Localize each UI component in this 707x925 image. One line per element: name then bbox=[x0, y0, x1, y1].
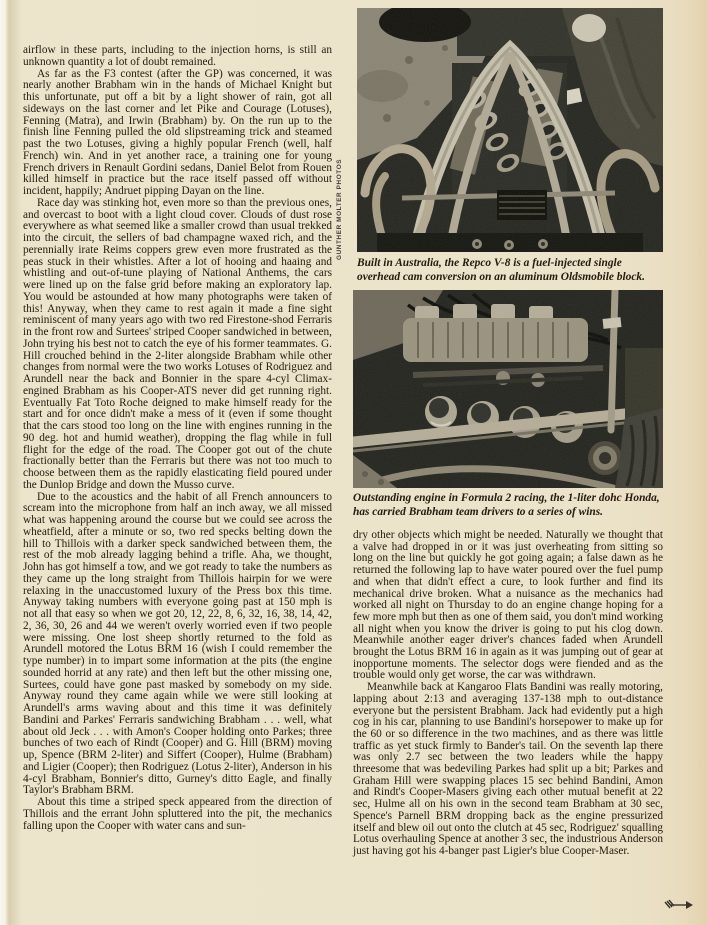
photo2-caption: Outstanding engine in Formula 2 racing, the 1-liter dohc Honda, has carried Brabham team drivers to a series of wins. bbox=[353, 492, 660, 518]
photo-repco-v8-engine bbox=[357, 8, 663, 252]
continued-arrow-icon bbox=[663, 899, 695, 911]
paragraph: Meanwhile back at Kangaroo Flats Bandini was really motoring, lapping about 2:13 and averaging 137-138 mph to out-distance everyone but the persistent Brabham. Jack had evidently put a high cog in his car, planning to use Bandini's horsepower to make up for the 60 or so difference in the two machines, and as there was little traffic as yet stuck firmly to Bander's tail. On the seventh lap there was only 2.7 sec between the two leaders while the happy threesome that was bedeviling Parkes had split up a bit; Parkes and Graham Hill were swapping places 15 sec behind Bandini, Amon and Rindt's Cooper-Masers giving each other mutual benefit at 22 sec, Hulme all on his own in the second team Brabham at 30 sec, Spence's Parnell BRM dropping back as the engine pressurized itself and blew oil out onto the clutch at 45 sec, Rodriguez' squalling Lotus overhauling Spence at another 3 sec, the industrious Anderson just having got his 4-banger past Ligier's blue Cooper-Maser. bbox=[353, 681, 663, 857]
honda-engine-photo-illustration bbox=[353, 290, 663, 488]
paragraph: Due to the acoustics and the habit of all French announcers to scream into the microphone from half an inch away, we all missed what was happening around the course but we could see across the wheatfield, after a minute or so, two red specks belting down the hill to Thillois with a darker speck sandwiched between them, the rest of the mob already lagging behind a trifle. Aha, we thought, John has got himself a tow, and we got ready to take the numbers as they came up the long straight from Thillois hairpin for we were relaxing in the unaccustomed luxury of the Press box this time. Anyway taking numbers with everyone going past at 150 mph is not all that easy so when we got 20, 12, 22, 8, 6, 32, 16, 38, 14, 42, 2, 36, 30, 26 and 44 we weren't overly worried even if two people were missing. One lost sheep shortly returned to the fold as Arundell motored the Lotus BRM 16 (wish I could remember the type number) in to impart some information at the pits (the engine sounded horrid at any rate) and then left but the other missing one, Surtees, could have gone past masked by somebody on my side. Anyway round they came again while we were still looking at Arundell's arms waving about and this time it was definitely Bandini and Parkes' Ferraris sandwiching Brabham . . . well, what about old Jeck . . . with Amon's Cooper holding onto Parkes; three bunches of two each of Rindt (Cooper) and G. Hill (BRM) moving up, Spence (BRM 2-liter) and Siffert (Cooper), Hulme (Brabham) and Ligier (Cooper); then Rodriguez (Lotus 2-liter), Anderson in his 4-cyl Brabham, Bonnier's ditto, Gurney's ditto Eagle, and finally Taylor's Brabham BRM. bbox=[23, 490, 332, 797]
paragraph: Race day was stinking hot, even more so than the previous ones, and overcast to boot with a light cloud cover. Clouds of dust rose everywhere as what seemed like a smaller crowd than usual trekked into the circuit, the sellers of bad champagne waxed rich, and the perennially irate Reims coppers grew even more frustrated as the peas stuck in their whistles. After a lot of hooing and haaing and whistling and out-of-tune playing of National Anthems, the cars were lined up on the false grid before making an exploratory lap. You would be astounded at how many photographs were taken of this! Anyway, when they came to rest again it made a fine sight reminiscent of many years ago with two red Firestone-shod Ferraris in the front row and Surtees' striped Cooper sandwiched in between, John trying his best not to catch the eye of his former teammates. G. Hill crouched behind in the 2-liter alongside Brabham while other changes from normal were the two works Lotuses of Rodriguez and Arundell near the back and Bonnier in the spare 4-cyl Climax-engined Brabham as his Cooper-ATS never did get running right. Eventually Fat Toto Roche deigned to make himself ready for the start and for once didn't make a mess of it (even if some thought that the cars stood too long on the line with engines running in the 90 deg. hot and humid weather), dropping the flag while in full flight for the edge of the road. The Cooper got out of the chute fractionally better than the Ferraris but there was not too much to choose between them as the rapidly elasticating field poured under the Dunlop Bridge and down the Musso curve. bbox=[23, 196, 332, 491]
paragraph: As far as the F3 contest (after the GP) was concerned, it was nearly another Brabham win in the hands of Michael Knight but this unfortunate, put off a bit by a light shower of rain, got all sideways on the last corner and let Pike and Courage (Lotuses), Fenning (Matra), and Irwin (Brabham) by. On the run up to the finish line Fenning pulled the old slipstreaming trick and steamed past the two Lotuses, giving a highly popular French (well, half French) win. And in yet another race, a training one for young French drivers in Renault Gordini sedans, Daniel Belot from Rouen killed himself in practice but the race itself passed off without incident, happily; Andruet pipping Dayan on the line. bbox=[23, 67, 332, 197]
photo-honda-f2-engine bbox=[353, 290, 663, 488]
repco-v8-photo-illustration bbox=[357, 8, 663, 252]
photo-credit: GUNTHER MOLTER PHOTOS bbox=[336, 158, 343, 260]
right-text-column bbox=[353, 530, 663, 858]
paragraph: dry other objects which might be needed. Naturally we thought that a valve had dropped in or it was just overheating from sitting so long on the line but quickly he got going again; a false dawn as he returned the following lap to have water poured over the fuel pump and when that didn't effect a cure, to look further and find its mechanical drive broken. What a nuisance as the mechanics had worked all night on Thursday to do an engine change hoping for a few more mph but then as one of them said, you don't mind working all night when you know the driver is going to put his clog down. Meanwhile another eager driver's chances faded when Arundell brought the Lotus BRM 16 in again as it was jumping out of gear at inopportune moments. The selector dogs were fiended and as the trouble would only get worse, the car was withdrawn. bbox=[353, 529, 663, 682]
left-text-column bbox=[23, 45, 332, 832]
paragraph: About this time a striped speck appeared from the direction of Thillois and the errant John spluttered into the pit, the mechanics falling upon the Cooper with water cans and sun- bbox=[23, 796, 332, 832]
paragraph: airflow in these parts, including to the injection horns, is still an unknown quantity a lot of doubt remained. bbox=[23, 44, 332, 68]
photo1-caption: Built in Australia, the Repco V-8 is a fuel-injected single overhead cam conversion on an aluminum Oldsmobile block. bbox=[357, 257, 645, 283]
